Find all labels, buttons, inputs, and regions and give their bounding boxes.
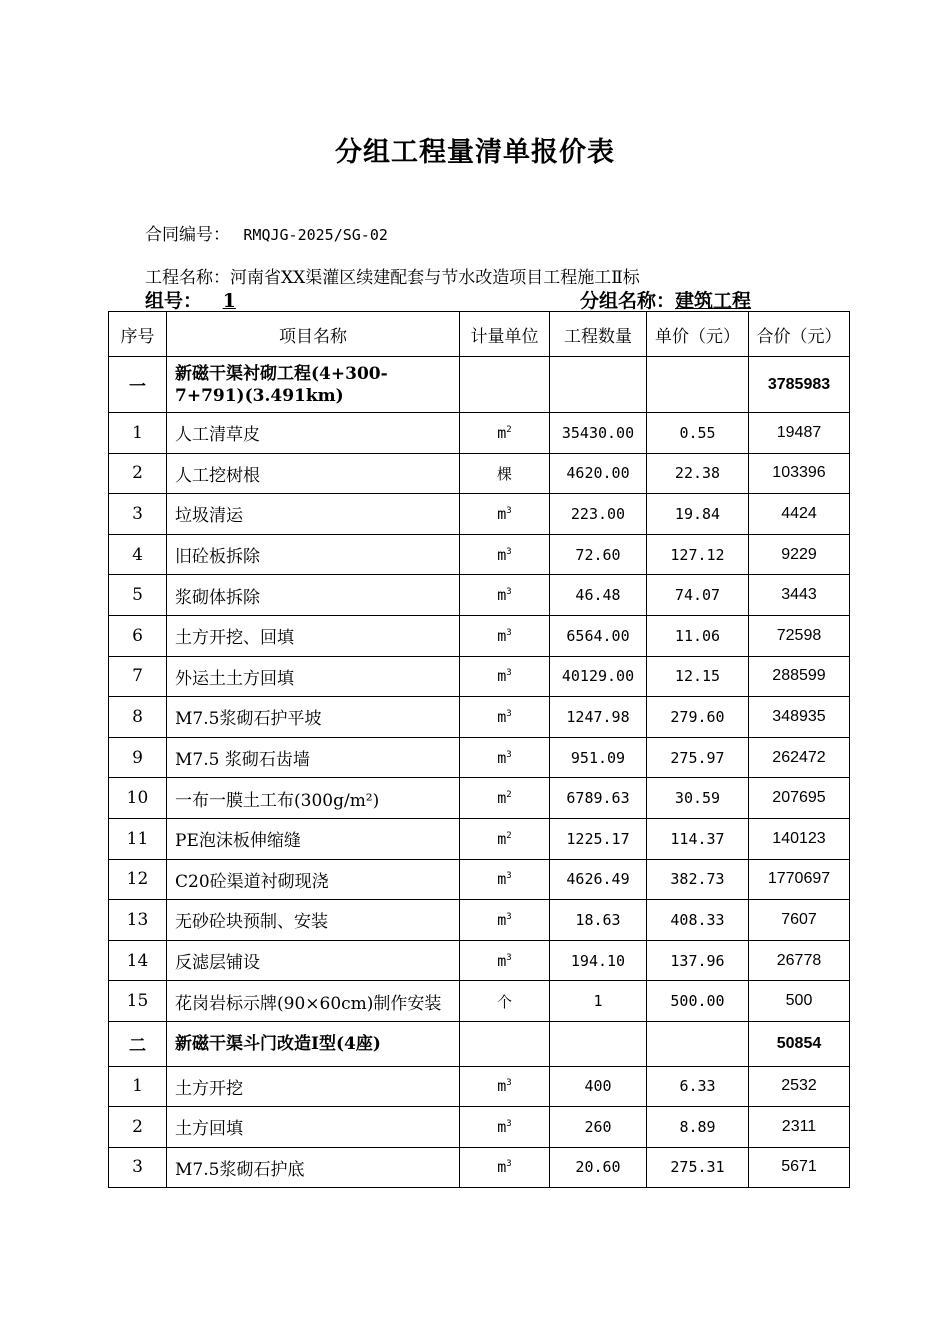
cell-price: 0.55	[647, 413, 749, 454]
cell-qty: 260	[550, 1107, 647, 1148]
cell-unit	[460, 818, 550, 859]
cell-unit	[460, 413, 550, 454]
cell-qty: 951.09	[550, 737, 647, 778]
cell-name: 外运土土方回填	[167, 656, 460, 697]
contract-line	[145, 220, 388, 245]
cell-no: 10	[109, 778, 167, 819]
cell-qty	[550, 1021, 647, 1066]
cell-name: M7.5浆砌石护底	[167, 1147, 460, 1188]
cell-name: 浆砌体拆除	[167, 575, 460, 616]
unit-exponent: 3	[506, 1078, 512, 1089]
cell-unit	[460, 940, 550, 981]
cell-qty: 72.60	[550, 534, 647, 575]
cell-no: 1	[109, 1066, 167, 1107]
table-row	[109, 413, 850, 454]
cell-qty: 1225.17	[550, 818, 647, 859]
unit-text: m	[497, 1077, 507, 1096]
cell-name: 新磁干渠斗门改造Ⅰ型(4座)	[167, 1021, 460, 1066]
unit-text: m	[497, 951, 507, 970]
cell-qty: 46.48	[550, 575, 647, 616]
cell-total: 1770697	[749, 859, 850, 900]
cell-name: 反滤层铺设	[167, 940, 460, 981]
table-row	[109, 940, 850, 981]
cell-total: 2311	[749, 1107, 850, 1148]
cell-price: 275.97	[647, 737, 749, 778]
group-name: 建筑工程	[675, 290, 752, 312]
contract-label: 合同编号：	[145, 225, 230, 245]
contract-number: RMQJG-2025/SG-02	[243, 226, 388, 244]
cell-total: 9229	[749, 534, 850, 575]
cell-no: 一	[109, 357, 167, 413]
cell-price	[647, 1021, 749, 1066]
cell-no: 7	[109, 656, 167, 697]
cell-name: 花岗岩标示牌(90×60cm)制作安装	[167, 981, 460, 1022]
cell-no: 二	[109, 1021, 167, 1066]
cell-no: 9	[109, 737, 167, 778]
cell-qty: 1247.98	[550, 697, 647, 738]
cell-name: C20砼渠道衬砌现浇	[167, 859, 460, 900]
cell-price: 6.33	[647, 1066, 749, 1107]
cell-total: 26778	[749, 940, 850, 981]
unit-exponent: 2	[506, 790, 512, 801]
cell-qty: 4620.00	[550, 453, 647, 494]
table-row	[109, 453, 850, 494]
cell-qty: 194.10	[550, 940, 647, 981]
table-row	[109, 1147, 850, 1188]
unit-exponent: 3	[506, 749, 512, 760]
unit-text: 棵	[496, 464, 512, 483]
cell-price: 382.73	[647, 859, 749, 900]
table-row	[109, 575, 850, 616]
cell-unit	[460, 615, 550, 656]
cell-total: 2532	[749, 1066, 850, 1107]
unit-text: m	[497, 870, 507, 889]
group-name-label: 分组名称：	[580, 290, 676, 312]
unit-text: 个	[496, 992, 512, 1011]
cell-unit	[460, 494, 550, 535]
cell-total: 262472	[749, 737, 850, 778]
cell-unit	[460, 778, 550, 819]
cell-no: 8	[109, 697, 167, 738]
group-number-line	[145, 286, 296, 313]
unit-exponent: 3	[506, 871, 512, 882]
cell-total: 140123	[749, 818, 850, 859]
cell-unit	[460, 981, 550, 1022]
table-row	[109, 737, 850, 778]
table-row	[109, 656, 850, 697]
cell-total: 3785983	[749, 357, 850, 413]
project-line	[145, 263, 640, 288]
cell-no: 2	[109, 453, 167, 494]
cell-price: 30.59	[647, 778, 749, 819]
unit-exponent: 3	[506, 1118, 512, 1129]
cell-no: 1	[109, 413, 167, 454]
col-header-qty: 工程数量	[550, 312, 647, 357]
cell-qty: 40129.00	[550, 656, 647, 697]
cell-name: 一布一膜土工布(300g/m²)	[167, 778, 460, 819]
cell-no: 2	[109, 1107, 167, 1148]
unit-text: m	[497, 910, 507, 929]
cell-total: 207695	[749, 778, 850, 819]
section-row	[109, 1021, 850, 1066]
unit-text: m	[497, 789, 507, 808]
cell-price: 19.84	[647, 494, 749, 535]
unit-text: m	[497, 707, 507, 726]
cell-price: 137.96	[647, 940, 749, 981]
unit-exponent: 3	[506, 505, 512, 516]
cell-no: 6	[109, 615, 167, 656]
cell-name: 土方开挖、回填	[167, 615, 460, 656]
project-label: 工程名称：	[145, 268, 230, 288]
cell-name: 人工清草皮	[167, 413, 460, 454]
cell-qty: 1	[550, 981, 647, 1022]
cell-qty: 6789.63	[550, 778, 647, 819]
unit-exponent: 3	[506, 668, 512, 679]
table-row	[109, 900, 850, 941]
cell-no: 13	[109, 900, 167, 941]
unit-text: m	[497, 748, 507, 767]
table-header-row	[109, 312, 850, 357]
cell-total: 5671	[749, 1147, 850, 1188]
cell-price	[647, 357, 749, 413]
col-header-total: 合价（元）	[749, 312, 850, 357]
unit-text: m	[497, 1117, 507, 1136]
table-body	[109, 357, 850, 1188]
cell-unit	[460, 697, 550, 738]
cell-unit	[460, 1147, 550, 1188]
cell-name: 旧砼板拆除	[167, 534, 460, 575]
unit-exponent: 3	[506, 708, 512, 719]
cell-name: 土方开挖	[167, 1066, 460, 1107]
cell-unit	[460, 453, 550, 494]
page-title: 分组工程量清单报价表	[335, 137, 615, 168]
project-name: 河南省XX渠灌区续建配套与节水改造项目工程施工Ⅱ标	[230, 268, 640, 288]
unit-exponent: 3	[506, 911, 512, 922]
table-row	[109, 859, 850, 900]
unit-exponent: 3	[506, 546, 512, 557]
cell-price: 12.15	[647, 656, 749, 697]
cell-no: 15	[109, 981, 167, 1022]
cell-total: 348935	[749, 697, 850, 738]
cell-unit	[460, 534, 550, 575]
table-row	[109, 494, 850, 535]
table-row	[109, 534, 850, 575]
cell-unit	[460, 859, 550, 900]
cell-name: M7.5 浆砌石齿墙	[167, 737, 460, 778]
cell-qty: 18.63	[550, 900, 647, 941]
group-number: 1	[222, 290, 236, 312]
cell-price: 275.31	[647, 1147, 749, 1188]
unit-text: m	[497, 1158, 507, 1177]
cell-total: 50854	[749, 1021, 850, 1066]
cell-name: PE泡沫板伸缩缝	[167, 818, 460, 859]
table-row	[109, 697, 850, 738]
cell-name: 人工挖树根	[167, 453, 460, 494]
cell-total: 500	[749, 981, 850, 1022]
cell-price: 114.37	[647, 818, 749, 859]
cell-unit	[460, 357, 550, 413]
cell-total: 7607	[749, 900, 850, 941]
cell-name: 土方回填	[167, 1107, 460, 1148]
col-header-price: 单价（元）	[647, 312, 749, 357]
table-row	[109, 778, 850, 819]
unit-exponent: 2	[506, 424, 512, 435]
unit-text: m	[497, 586, 507, 605]
cell-price: 11.06	[647, 615, 749, 656]
unit-exponent: 3	[506, 627, 512, 638]
cell-qty: 20.60	[550, 1147, 647, 1188]
cell-total: 72598	[749, 615, 850, 656]
cell-total: 288599	[749, 656, 850, 697]
cell-no: 14	[109, 940, 167, 981]
cell-name: 垃圾清运	[167, 494, 460, 535]
cell-qty	[550, 357, 647, 413]
unit-text: m	[497, 423, 507, 442]
table-row	[109, 818, 850, 859]
cell-qty: 35430.00	[550, 413, 647, 454]
cell-unit	[460, 656, 550, 697]
table-row	[109, 1107, 850, 1148]
cell-price: 279.60	[647, 697, 749, 738]
unit-text: m	[497, 504, 507, 523]
group-name-line	[580, 286, 751, 313]
cell-unit	[460, 1021, 550, 1066]
section-row	[109, 357, 850, 413]
cell-total: 103396	[749, 453, 850, 494]
table-row	[109, 1066, 850, 1107]
group-label: 组号：	[145, 290, 203, 312]
cell-total: 3443	[749, 575, 850, 616]
cell-price: 408.33	[647, 900, 749, 941]
cell-unit	[460, 900, 550, 941]
cell-qty: 4626.49	[550, 859, 647, 900]
cell-qty: 400	[550, 1066, 647, 1107]
cell-price: 127.12	[647, 534, 749, 575]
table-row	[109, 615, 850, 656]
cell-no: 3	[109, 1147, 167, 1188]
cell-unit	[460, 737, 550, 778]
col-header-name: 项目名称	[167, 312, 460, 357]
cell-total: 4424	[749, 494, 850, 535]
cell-unit	[460, 1066, 550, 1107]
unit-exponent: 2	[506, 830, 512, 841]
cell-price: 8.89	[647, 1107, 749, 1148]
col-header-unit: 计量单位	[460, 312, 550, 357]
cell-no: 11	[109, 818, 167, 859]
cell-no: 4	[109, 534, 167, 575]
cell-unit	[460, 575, 550, 616]
quantity-price-table	[108, 311, 850, 1188]
unit-exponent: 3	[506, 1159, 512, 1170]
cell-qty: 6564.00	[550, 615, 647, 656]
unit-exponent: 3	[506, 952, 512, 963]
cell-name: 无砂砼块预制、安装	[167, 900, 460, 941]
cell-no: 12	[109, 859, 167, 900]
cell-price: 500.00	[647, 981, 749, 1022]
cell-name: 新磁干渠衬砌工程(4+300-7+791)(3.491km)	[167, 357, 460, 413]
cell-price: 74.07	[647, 575, 749, 616]
table-row	[109, 981, 850, 1022]
unit-text: m	[497, 626, 507, 645]
cell-total: 19487	[749, 413, 850, 454]
unit-text: m	[497, 829, 507, 848]
cell-qty: 223.00	[550, 494, 647, 535]
unit-exponent: 3	[506, 587, 512, 598]
cell-no: 5	[109, 575, 167, 616]
unit-text: m	[497, 667, 507, 686]
cell-price: 22.38	[647, 453, 749, 494]
cell-unit	[460, 1107, 550, 1148]
col-header-no: 序号	[109, 312, 167, 357]
cell-name: M7.5浆砌石护平坡	[167, 697, 460, 738]
cell-no: 3	[109, 494, 167, 535]
unit-text: m	[497, 545, 507, 564]
